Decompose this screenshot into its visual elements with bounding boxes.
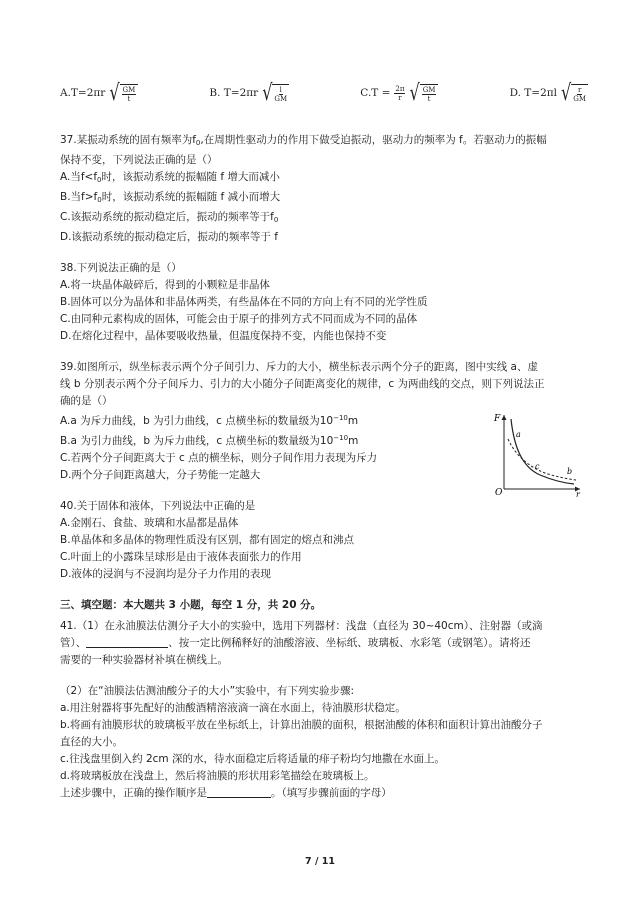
section-3-heading: 三、填空题：本大题共 3 小题，每空 1 分，共 20 分。: [60, 599, 322, 611]
question-41-part-1: [60, 618, 588, 669]
q40-stem: 40.关于固体和液体，下列说法中正确的是: [60, 500, 256, 512]
question-37: [60, 132, 588, 246]
molecular-force-graph: [492, 411, 584, 497]
y-axis-arrow: [502, 415, 507, 420]
q39-option-d: D.两个分子间距离越大，分子势能一定越大: [60, 469, 261, 481]
option-a: [60, 79, 138, 106]
q41-order-line: 上述步骤中，正确的操作顺序是 。（填写步骤前面的字母）: [60, 787, 392, 799]
q39-stem-cont: 线 b 分别表示两个分子间斥力、引力的大小随分子间距离变化的规律，c 为两曲线的交点，则下列说法正: [60, 378, 545, 390]
sqrt-sign: √ $\frac{l}{GM}$: [262, 79, 288, 106]
q41-step-b: b.将画有油膜形状的玻璃板平放在坐标纸上，计算出油膜的面积，根据油酸的体积和面积计算出油酸分子: [60, 719, 543, 731]
answer-blank[interactable]: [86, 636, 168, 648]
q39-option-c: C.若两个分子间距离大于 c 点的横坐标，则分子间作用力表现为斥力: [60, 452, 378, 464]
page-number: 7 / 11: [305, 856, 335, 867]
sqrt-numerator: GM: [122, 85, 136, 94]
question-41-part-2: [60, 683, 588, 802]
q39-stem: 39.如图所示，纵坐标表示两个分子间引力、斥力的大小，横坐标表示两个分子的距离，图中实线 a、虚: [60, 361, 538, 373]
q37-option-b: B.当$f>f_0$时，该振动系统的振幅随 f 减小而增大: [60, 191, 281, 204]
q37-stem: 37.某振动系统的固有频率为$f_0$,在周期性驱动力的作用下做受迫振动，驱动力的频率为 f。若驱动力的振幅: [60, 134, 547, 147]
option-c-prefix: C.T =: [360, 86, 391, 99]
q37-option-c: C.该振动系统的振动稳定后，振动的频率等于$f_0$: [60, 211, 279, 224]
q41-p1-line1: 41.（1）在永油膜法估测分子大小的实验中，选用下列器材：浅盘（直径为 30~40cm）、注射器（或滴: [60, 620, 543, 632]
curve-b-dashed: [508, 439, 576, 480]
option-b-prefix: B. T=2πr: [209, 86, 259, 99]
q41-step-c: c.往浅盘里倒入约 2cm 深的水，待水面稳定后将适量的痱子粉均匀地撒在水面上。: [60, 753, 445, 765]
question-40: [60, 498, 588, 583]
label-c: c: [535, 462, 540, 471]
sqrt-numerator: GM: [422, 85, 436, 94]
q37-option-a: A.当$f<f_0$时，该振动系统的振幅随 f 增大而减小: [60, 171, 280, 184]
label-r: r: [576, 490, 580, 497]
q38-stem: 38.下列说法正确的是（）: [60, 262, 182, 274]
formula-options-row: [60, 78, 588, 108]
q37-stem-cont: 保持不变，下列说法正确的是（）: [60, 154, 218, 166]
q40-option-d: D.液体的浸润与不浸润均是分子力作用的表现: [60, 568, 271, 580]
q40-option-a: A.金刚石、食盐、玻璃和水晶都是晶体: [60, 517, 239, 529]
sqrt-sign: √ $\frac{r}{GM}$: [561, 79, 586, 106]
option-c: [360, 79, 438, 106]
q38-option-b: B.固体可以分为晶体和非晶体两类，有些晶体在不同的方向上有不同的光学性质: [60, 296, 428, 308]
q39-option-a: A.a 为斥力曲线，b 为引力曲线，c 点横坐标的数量级为$10^{-10}m$: [60, 414, 359, 427]
fraction-denominator: r: [398, 93, 402, 102]
option-d-prefix: D. T=2πl: [509, 86, 558, 99]
label-b: b: [567, 467, 573, 476]
q41-p2-stem: （2）在“油膜法估测油酸分子的大小”实验中，有下列实验步骤:: [60, 685, 355, 697]
q41-step-b-cont: 直径的大小。: [60, 736, 123, 748]
q41-step-d: d.将玻璃板放在浅盘上，然后将油膜的形状用彩笔描绘在玻璃板上。: [60, 770, 375, 782]
q40-option-c: C.叶面上的小露珠呈球形是由于液体表面张力的作用: [60, 551, 302, 563]
curve-a-solid: [511, 419, 574, 484]
question-39: [60, 359, 588, 497]
sqrt-numerator: l: [279, 85, 282, 94]
option-d: [509, 79, 588, 106]
fraction: [394, 85, 405, 102]
sqrt-numerator: r: [577, 85, 582, 94]
fraction-numerator: 2π: [395, 84, 405, 93]
q40-option-b: B.单晶体和多晶体的物理性质没有区别，都有固定的熔点和沸点: [60, 534, 355, 546]
label-origin: O: [495, 488, 503, 497]
q38-option-c: C.由同种元素构成的固体，可能会由于原子的排列方式不同而成为不同的晶体: [60, 313, 418, 325]
option-a-prefix: A.T=2πr: [60, 86, 106, 99]
q41-p1-line2: 管）、 、按一定比例稀释好的油酸溶液、坐标纸、玻璃板、水彩笔（或钢笔）。请将还: [60, 637, 531, 649]
sqrt-sign: √ $\frac{GM}{t}$: [109, 84, 138, 103]
q39-stem-end: 确的是（）: [60, 395, 113, 407]
sqrt-sign: √ $\frac{GM}{t}$: [409, 84, 438, 103]
q38-option-d: D.在熔化过程中，晶体要吸收热量，但温度保持不变，内能也保持不变: [60, 330, 387, 342]
q38-option-a: A.将一块晶体敲碎后，得到的小颗粒是非晶体: [60, 279, 270, 291]
q41-p1-line3: 需要的一种实验器材补填在横线上。: [60, 654, 228, 666]
exam-page: [60, 78, 588, 816]
sqrt-denominator: GM: [573, 94, 586, 103]
question-38: [60, 260, 588, 345]
option-b: [209, 79, 289, 106]
label-f: F: [494, 414, 501, 424]
sqrt-denominator: GM: [274, 94, 288, 103]
answer-blank[interactable]: [207, 786, 271, 798]
q41-step-a: a.用注射器将事先配好的油酸酒精溶液滴一滴在水面上，待油膜形状稳定。: [60, 702, 406, 714]
q39-option-b: B.a 为引力曲线，b 为斥力曲线，c 点横坐标的数量级为$10^{-10}m$: [60, 434, 359, 447]
sqrt-denominator: t: [427, 94, 431, 103]
sqrt-denominator: t: [127, 94, 131, 103]
label-a: a: [516, 430, 521, 439]
q37-option-d: D.该振动系统的振动稳定后，振动的频率等于 f: [60, 231, 278, 243]
